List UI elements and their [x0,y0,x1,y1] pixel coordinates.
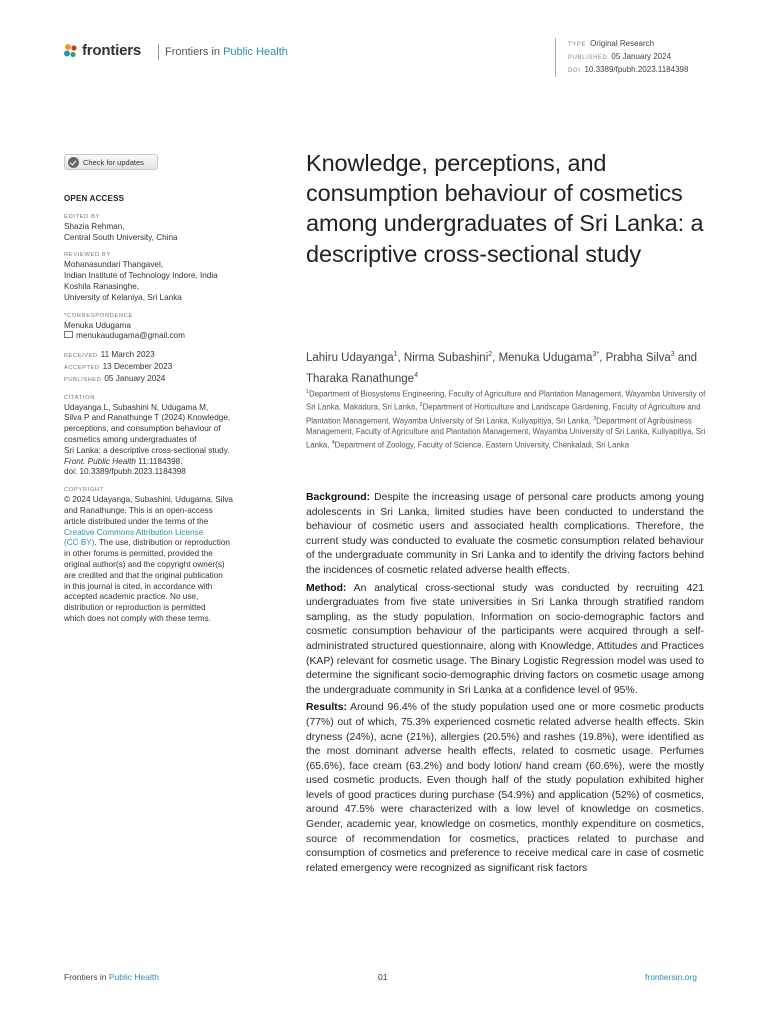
citation-label: CITATION [64,394,95,401]
sidebar [64,194,264,625]
affiliation-text: Department of Agribusiness Management, Faculty of Agriculture and Plantation Management, Wayamba University of Sri Lanka, Kuliyapitiya, Sri Lanka, [306,416,706,450]
abstract [306,491,704,879]
abstract-heading: Method: [306,582,347,594]
citation-line: Silva P and Ranathunge T (2024) Knowledge, [64,413,231,423]
copyright-line: and Ranathunge. This is an open-access [64,505,213,515]
page-number: 01 [378,972,388,982]
citation-volume: 11:1184398. [135,456,183,466]
abstract-text: An analytical cross-sectional study was conducted by recruiting 421 undergraduates from five state universities in Sri Lanka through stratified random sampling, as the study population. Information on socio-demographic factors and cosmetic consumption behaviour of the participants were acquired through a self-administrated structured questionnaire, along with Knowledge, Attitudes and Practices (KAP) relevant for cosmetic usage. The Binary Logistic Regression model was used to determine the significant socio-demographic driving factors on cosmetic usage among the undergraduate community in Sri Lanka at a confidence level of 95%. [306,582,704,696]
citation-journal-line [64,457,264,468]
open-access-label: OPEN ACCESS [64,194,125,203]
type-label: TYPE [568,42,587,48]
copyright-line: distribution or reproduction is permitted [64,603,206,613]
author-name[interactable]: Nirma Subashini [403,351,489,364]
affiliation-text: Department of Horticulture and Landscape Gardening, Faculty of Agriculture and Plantation Management, Wayamba University of Sri Lanka, Kuliyapitiya, Sri Lanka, [306,402,701,426]
affiliation-text: Department of Biosystems Engineering, Faculty of Agriculture and Plantation Management, Wayamba University of Sri Lanka, Makadura, Sri Lanka, [306,389,706,412]
affiliation-marker: 3 [593,415,597,422]
citation-line: perceptions, and consumption behaviour of [64,424,221,434]
logo-text: frontiers [82,42,142,59]
reviewer-line: University of Kelaniya, Sri Lanka [64,292,182,302]
author-affiliation-marker: 3* [592,351,600,358]
author-list [306,346,726,389]
copyright-line: accepted academic practice. No use, [64,592,199,602]
edited-by-label: EDITED BY [64,213,101,220]
frontiers-logo-icon [63,43,79,59]
doi-label: DOI [568,68,581,74]
footer-journal[interactable] [64,972,159,982]
abstract-paragraph [306,582,704,699]
published-label: PUBLISHED [64,376,102,383]
author-affiliation-marker: 3 [670,351,675,358]
check-updates-label: Check for updates [83,157,144,167]
editor-line: Central South University, China [64,232,178,242]
copyright-line: © 2024 Udayanga, Subashini, Udugama, Silva [64,495,233,505]
article-title: Knowledge, perceptions, and consumption behaviour of cosmetics among undergraduates of Sri Lanka: a descriptive cross-sectional study [306,150,704,267]
article-meta [555,38,688,77]
check-icon [68,157,79,168]
copyright-line: in other forums is permitted, provided the [64,549,213,559]
cc-by-link[interactable]: (CC BY) [64,538,95,548]
reviewer-line: Indian Institute of Technology Indore, India [64,271,218,281]
footer-journal-name: Public Health [108,972,159,982]
copyright-line: are credited and that the original publication [64,570,223,580]
copyright-line: article distributed under the terms of the [64,516,209,526]
author-name[interactable]: Menuka Udugama [498,351,593,364]
author-separator: , [492,351,499,364]
citation-line: Sri Lanka: a descriptive cross-sectional study. [64,445,230,455]
affiliation-marker: 1 [306,389,310,395]
author-name[interactable]: Prabha Silva [605,351,671,364]
frontiers-logo[interactable] [63,42,141,59]
copyright-label: COPYRIGHT [64,487,104,494]
copyright-line: which does not comply with these terms. [64,613,211,623]
license-link[interactable]: Creative Commons Attribution License [64,527,204,537]
affiliation-text: Department of Zoology, Faculty of Science, Eastern University, Chenkaladi, Sri Lanka [334,440,630,450]
published-label: PUBLISHED [568,55,608,61]
author-name[interactable]: Tharaka Ranathunge [306,373,415,386]
doi-value[interactable]: 10.3389/fpubh.2023.1184398 [584,65,689,74]
author-affiliation-marker: 1 [393,351,398,358]
abstract-text: Despite the increasing usage of personal care products among young adolescents in Sri Lanka, limited studies have been conducted to understand the behaviour of cosmetic users and associated health complications. Therefore, the current study was conducted to evaluate the cosmetic consumption related behaviour of the undergraduate community in Sri Lanka and to identify the driving factors behind the incidences of cosmetic related adverse health effects. [306,492,704,576]
affiliation-marker: 4 [331,439,335,446]
footer-journal-prefix: Frontiers in [64,972,109,982]
author-separator: and [674,351,698,364]
footer-site-link[interactable]: frontiersin.org [645,972,697,982]
citation-journal: Front. Public Health [64,456,136,466]
reviewer-line: Mohanasundari Thangavel, [64,260,164,270]
copyright-line: in this journal is cited, in accordance with [64,581,213,591]
citation-line: Udayanga L, Subashini N, Udugama M, [64,402,209,412]
author-affiliation-marker: 4 [414,372,418,380]
copyright-after-link: . The use, distribution or reproduction [94,538,230,548]
correspondence-name: Menuka Udugama [64,320,131,330]
citation-line: cosmetics among undergraduates of [64,434,197,444]
author-separator: , [599,351,606,364]
received-date: 11 March 2023 [100,350,155,360]
author-separator: , [397,351,404,364]
author-affiliation-marker: 2 [488,351,493,358]
copyright-license-line [64,538,264,549]
correspondence-email-row[interactable] [64,331,264,342]
correspondence-label: *CORRESPONDENCE [64,312,133,319]
mail-icon [64,331,73,338]
citation-doi[interactable]: doi: 10.3389/fpubh.2023.1184398 [64,467,186,477]
affiliation-marker: 2 [419,402,423,409]
editor-line: Shazia Rehman, [64,221,125,231]
published-date: 05 January 2024 [104,373,166,383]
accepted-date: 13 December 2023 [102,361,173,371]
journal-prefix: Frontiers in [165,46,224,58]
affiliations [306,387,706,451]
abstract-heading: Background: [306,492,371,503]
type-value: Original Research [590,39,655,48]
abstract-paragraph [306,491,704,579]
check-for-updates-button[interactable] [64,154,158,170]
author-name[interactable]: Lahiru Udayanga [306,351,394,364]
journal-name[interactable] [158,44,288,60]
correspondence-email[interactable]: menukaudugama@gmail.com [76,331,185,341]
reviewer-line: Koshila Ranasinghe, [64,281,140,291]
dates-block [64,350,264,385]
abstract-heading: Results: [306,702,347,714]
accepted-label: ACCEPTED [64,364,100,371]
published-value: 05 January 2024 [611,52,672,61]
abstract-paragraph [306,701,704,876]
abstract-text: Around 96.4% of the study population used one or more cosmetic products (77%) out of which, 75.3% experienced cosmetic related adverse health effects. Skin dryness (24%), acne (21%), allergies (20.5%) and rashes (19.8%), were identified as the most dominant adverse health effects, related to cosmetic usage. Perfumes (65.6%), face cream (63.2%) and body lotion/ hand cream (60.6%), were the mostly used cosmetic products. Even though half of the study population exhibited higher levels of good practices during purchase (54.9%) and application (52%) of cosmetics, around 47.5% were characterized with a low level of knowledge on cosmetics. Gender, academic year, knowledge on cosmetics, monthly expenditure on cosmetics, source of recommendation for cosmetics, practices related to purchase and consumption of cosmetics and preference to receive medical care in case of cosmetic related emergency were recognized as significant risk factors [306,702,704,874]
copyright-line: original author(s) and the copyright owner(s) [64,559,225,569]
journal-name-highlight: Public Health [223,46,288,58]
received-label: RECEIVED [64,353,98,360]
reviewed-by-label: REVIEWED BY [64,252,111,259]
